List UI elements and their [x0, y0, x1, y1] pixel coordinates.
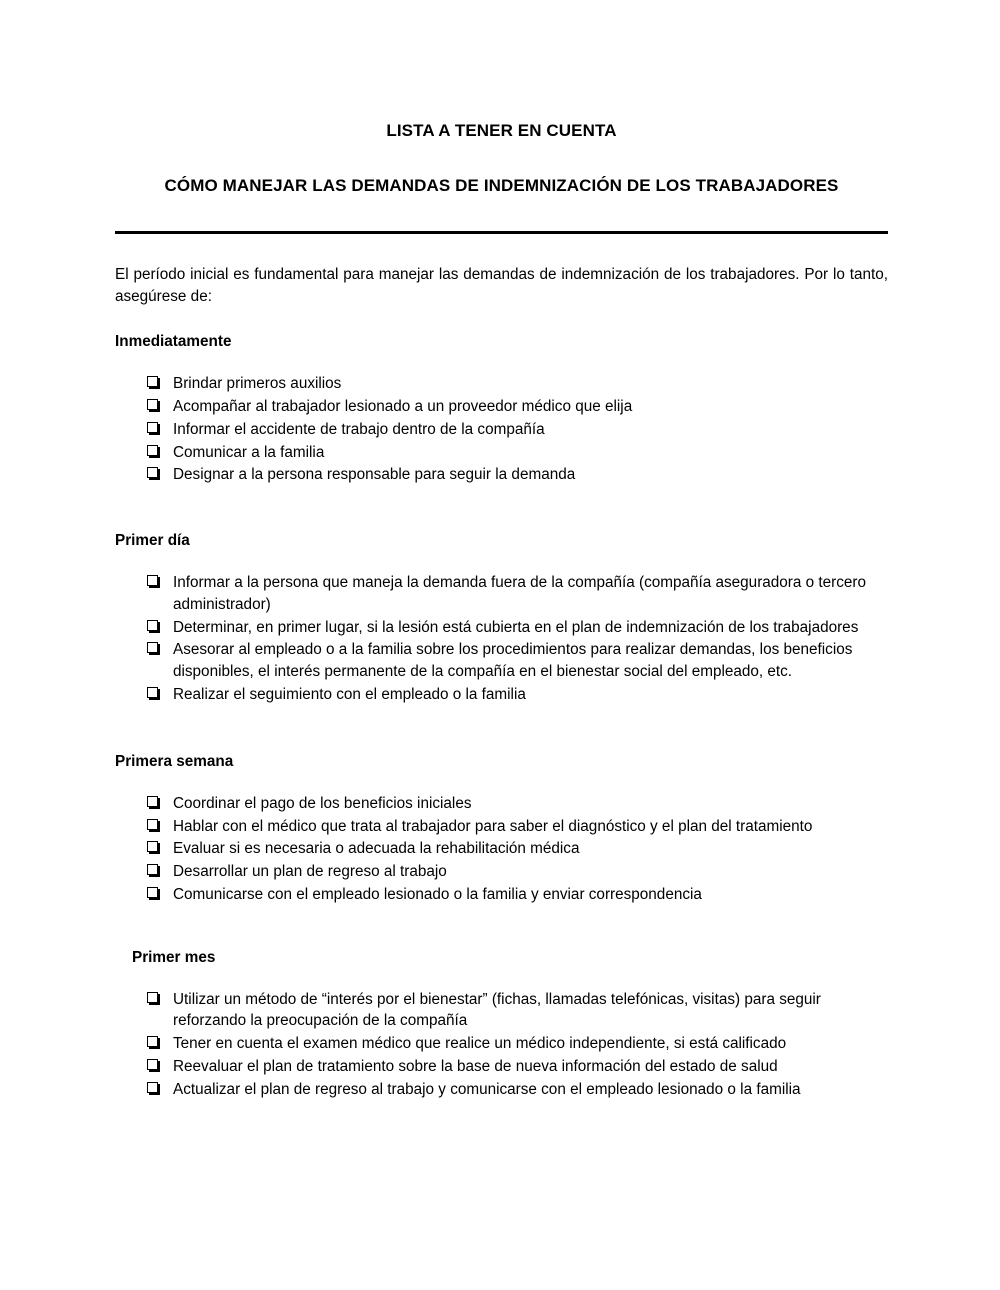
page-title: LISTA A TENER EN CUENTA [386, 121, 617, 140]
checklist-section [115, 332, 888, 486]
checklist-item[interactable] [115, 419, 888, 441]
checkbox-empty-icon[interactable] [147, 819, 160, 832]
checklist-item-label: Comunicarse con el empleado lesionado o la familia y enviar correspondencia [173, 885, 702, 903]
checklist-sections [115, 332, 888, 1100]
checklist-item[interactable] [115, 396, 888, 418]
checkbox-empty-icon[interactable] [147, 376, 160, 389]
section-heading: Primer mes [132, 948, 216, 966]
checkbox-outline [147, 575, 158, 586]
checklist-item-label: Evaluar si es necesaria o adecuada la rehabilitación médica [173, 840, 580, 858]
checklist-item-label: Informar el accidente de trabajo dentro de la compañía [173, 420, 545, 438]
intro-paragraph: El período inicial es fundamental para manejar las demandas de indemnización de los trabajadores. Por lo tanto, asegúrese de: [115, 265, 888, 305]
checkbox-empty-icon[interactable] [147, 1059, 160, 1072]
checkbox-empty-icon[interactable] [147, 864, 160, 877]
checkbox-outline [147, 376, 158, 387]
checkbox-outline [147, 620, 158, 631]
checkbox-empty-icon[interactable] [147, 575, 160, 588]
checkbox-empty-icon[interactable] [147, 399, 160, 412]
section-heading: Primer día [115, 532, 190, 550]
checklist-section [115, 752, 888, 906]
checkbox-outline [147, 887, 158, 898]
checklist-item[interactable] [115, 442, 888, 464]
checklist-item-label: Hablar con el médico que trata al trabajador para saber el diagnóstico y el plan del tratamiento [173, 817, 813, 835]
checkbox-empty-icon[interactable] [147, 1082, 160, 1095]
checklist-item[interactable] [115, 793, 888, 815]
checkbox-empty-icon[interactable] [147, 620, 160, 633]
checklist-item[interactable] [115, 572, 888, 616]
checkbox-empty-icon[interactable] [147, 796, 160, 809]
checklist-item-label: Brindar primeros auxilios [173, 375, 342, 393]
checklist-item-label: Asesorar al empleado o a la familia sobre los procedimientos para realizar demandas, los beneficios disponibles, el interés permanente de la compañía en el bienestar social del empleado, etc. [173, 641, 853, 681]
checkbox-outline [147, 467, 158, 478]
checklist-item-label: Informar a la persona que maneja la demanda fuera de la compañía (compañía aseguradora o tercero administrador) [173, 574, 867, 613]
checklist-item[interactable] [115, 464, 888, 486]
checklist-item[interactable] [115, 617, 888, 639]
checklist-item[interactable] [115, 989, 888, 1033]
checkbox-outline [147, 796, 158, 807]
checklist-item[interactable] [115, 684, 888, 706]
checkbox-outline [147, 819, 158, 830]
checklist [115, 373, 888, 486]
checklist-item-label: Designar a la persona responsable para seguir la demanda [173, 466, 576, 484]
checkbox-empty-icon[interactable] [147, 422, 160, 435]
section-heading: Inmediatamente [115, 333, 232, 351]
checklist [115, 793, 888, 906]
document-content [115, 120, 888, 1102]
checklist-item[interactable] [115, 816, 888, 838]
checklist-item-label: Utilizar un método de “interés por el bienestar” (fichas, llamadas telefónicas, visitas) para seguir reforzando la preocupación de la compañía [173, 990, 821, 1030]
checkbox-outline [147, 445, 158, 456]
checklist [115, 572, 888, 706]
checkbox-outline [147, 992, 158, 1003]
checklist-section [115, 531, 888, 706]
checkbox-outline [147, 399, 158, 410]
checkbox-outline [147, 864, 158, 875]
checklist-item-label: Tener en cuenta el examen médico que realice un médico independiente, si está calificado [173, 1035, 787, 1053]
checkbox-empty-icon[interactable] [147, 992, 160, 1005]
checkbox-outline [147, 642, 158, 653]
checklist-item[interactable] [115, 1079, 888, 1101]
checkbox-empty-icon[interactable] [147, 1036, 160, 1049]
checklist-item-label: Comunicar a la familia [173, 443, 325, 461]
checkbox-outline [147, 1036, 158, 1047]
checklist-item-label: Reevaluar el plan de tratamiento sobre la base de nueva información del estado de salud [173, 1057, 778, 1075]
checklist [115, 989, 888, 1101]
header-divider [115, 231, 888, 234]
checklist-item[interactable] [115, 1056, 888, 1078]
checklist-section [115, 948, 888, 1101]
checklist-item-label: Coordinar el pago de los beneficios iniciales [173, 794, 472, 812]
checklist-item-label: Desarrollar un plan de regreso al trabajo [173, 863, 447, 881]
checklist-item-label: Actualizar el plan de regreso al trabajo y comunicarse con el empleado lesionado o la familia [173, 1080, 801, 1098]
checkbox-outline [147, 1082, 158, 1093]
section-heading: Primera semana [115, 752, 234, 770]
checkbox-empty-icon[interactable] [147, 467, 160, 480]
checklist-item[interactable] [115, 639, 888, 683]
checklist-item[interactable] [115, 373, 888, 395]
checklist-item[interactable] [115, 838, 888, 860]
checkbox-outline [147, 422, 158, 433]
checklist-item[interactable] [115, 1033, 888, 1055]
checklist-item-label: Realizar el seguimiento con el empleado o la familia [173, 686, 526, 704]
checkbox-empty-icon[interactable] [147, 445, 160, 458]
checklist-item[interactable] [115, 884, 888, 906]
checkbox-outline [147, 687, 158, 698]
checkbox-empty-icon[interactable] [147, 887, 160, 900]
checkbox-empty-icon[interactable] [147, 687, 160, 700]
checklist-item-label: Determinar, en primer lugar, si la lesión está cubierta en el plan de indemnización de los trabajadores [173, 618, 859, 636]
checklist-item-label: Acompañar al trabajador lesionado a un proveedor médico que elija [173, 398, 633, 415]
checkbox-empty-icon[interactable] [147, 642, 160, 655]
checkbox-empty-icon[interactable] [147, 841, 160, 854]
checkbox-outline [147, 1059, 158, 1070]
checkbox-outline [147, 841, 158, 852]
page-subtitle: CÓMO MANEJAR LAS DEMANDAS DE INDEMNIZACIÓN DE LOS TRABAJADORES [164, 176, 839, 196]
checklist-item[interactable] [115, 861, 888, 883]
